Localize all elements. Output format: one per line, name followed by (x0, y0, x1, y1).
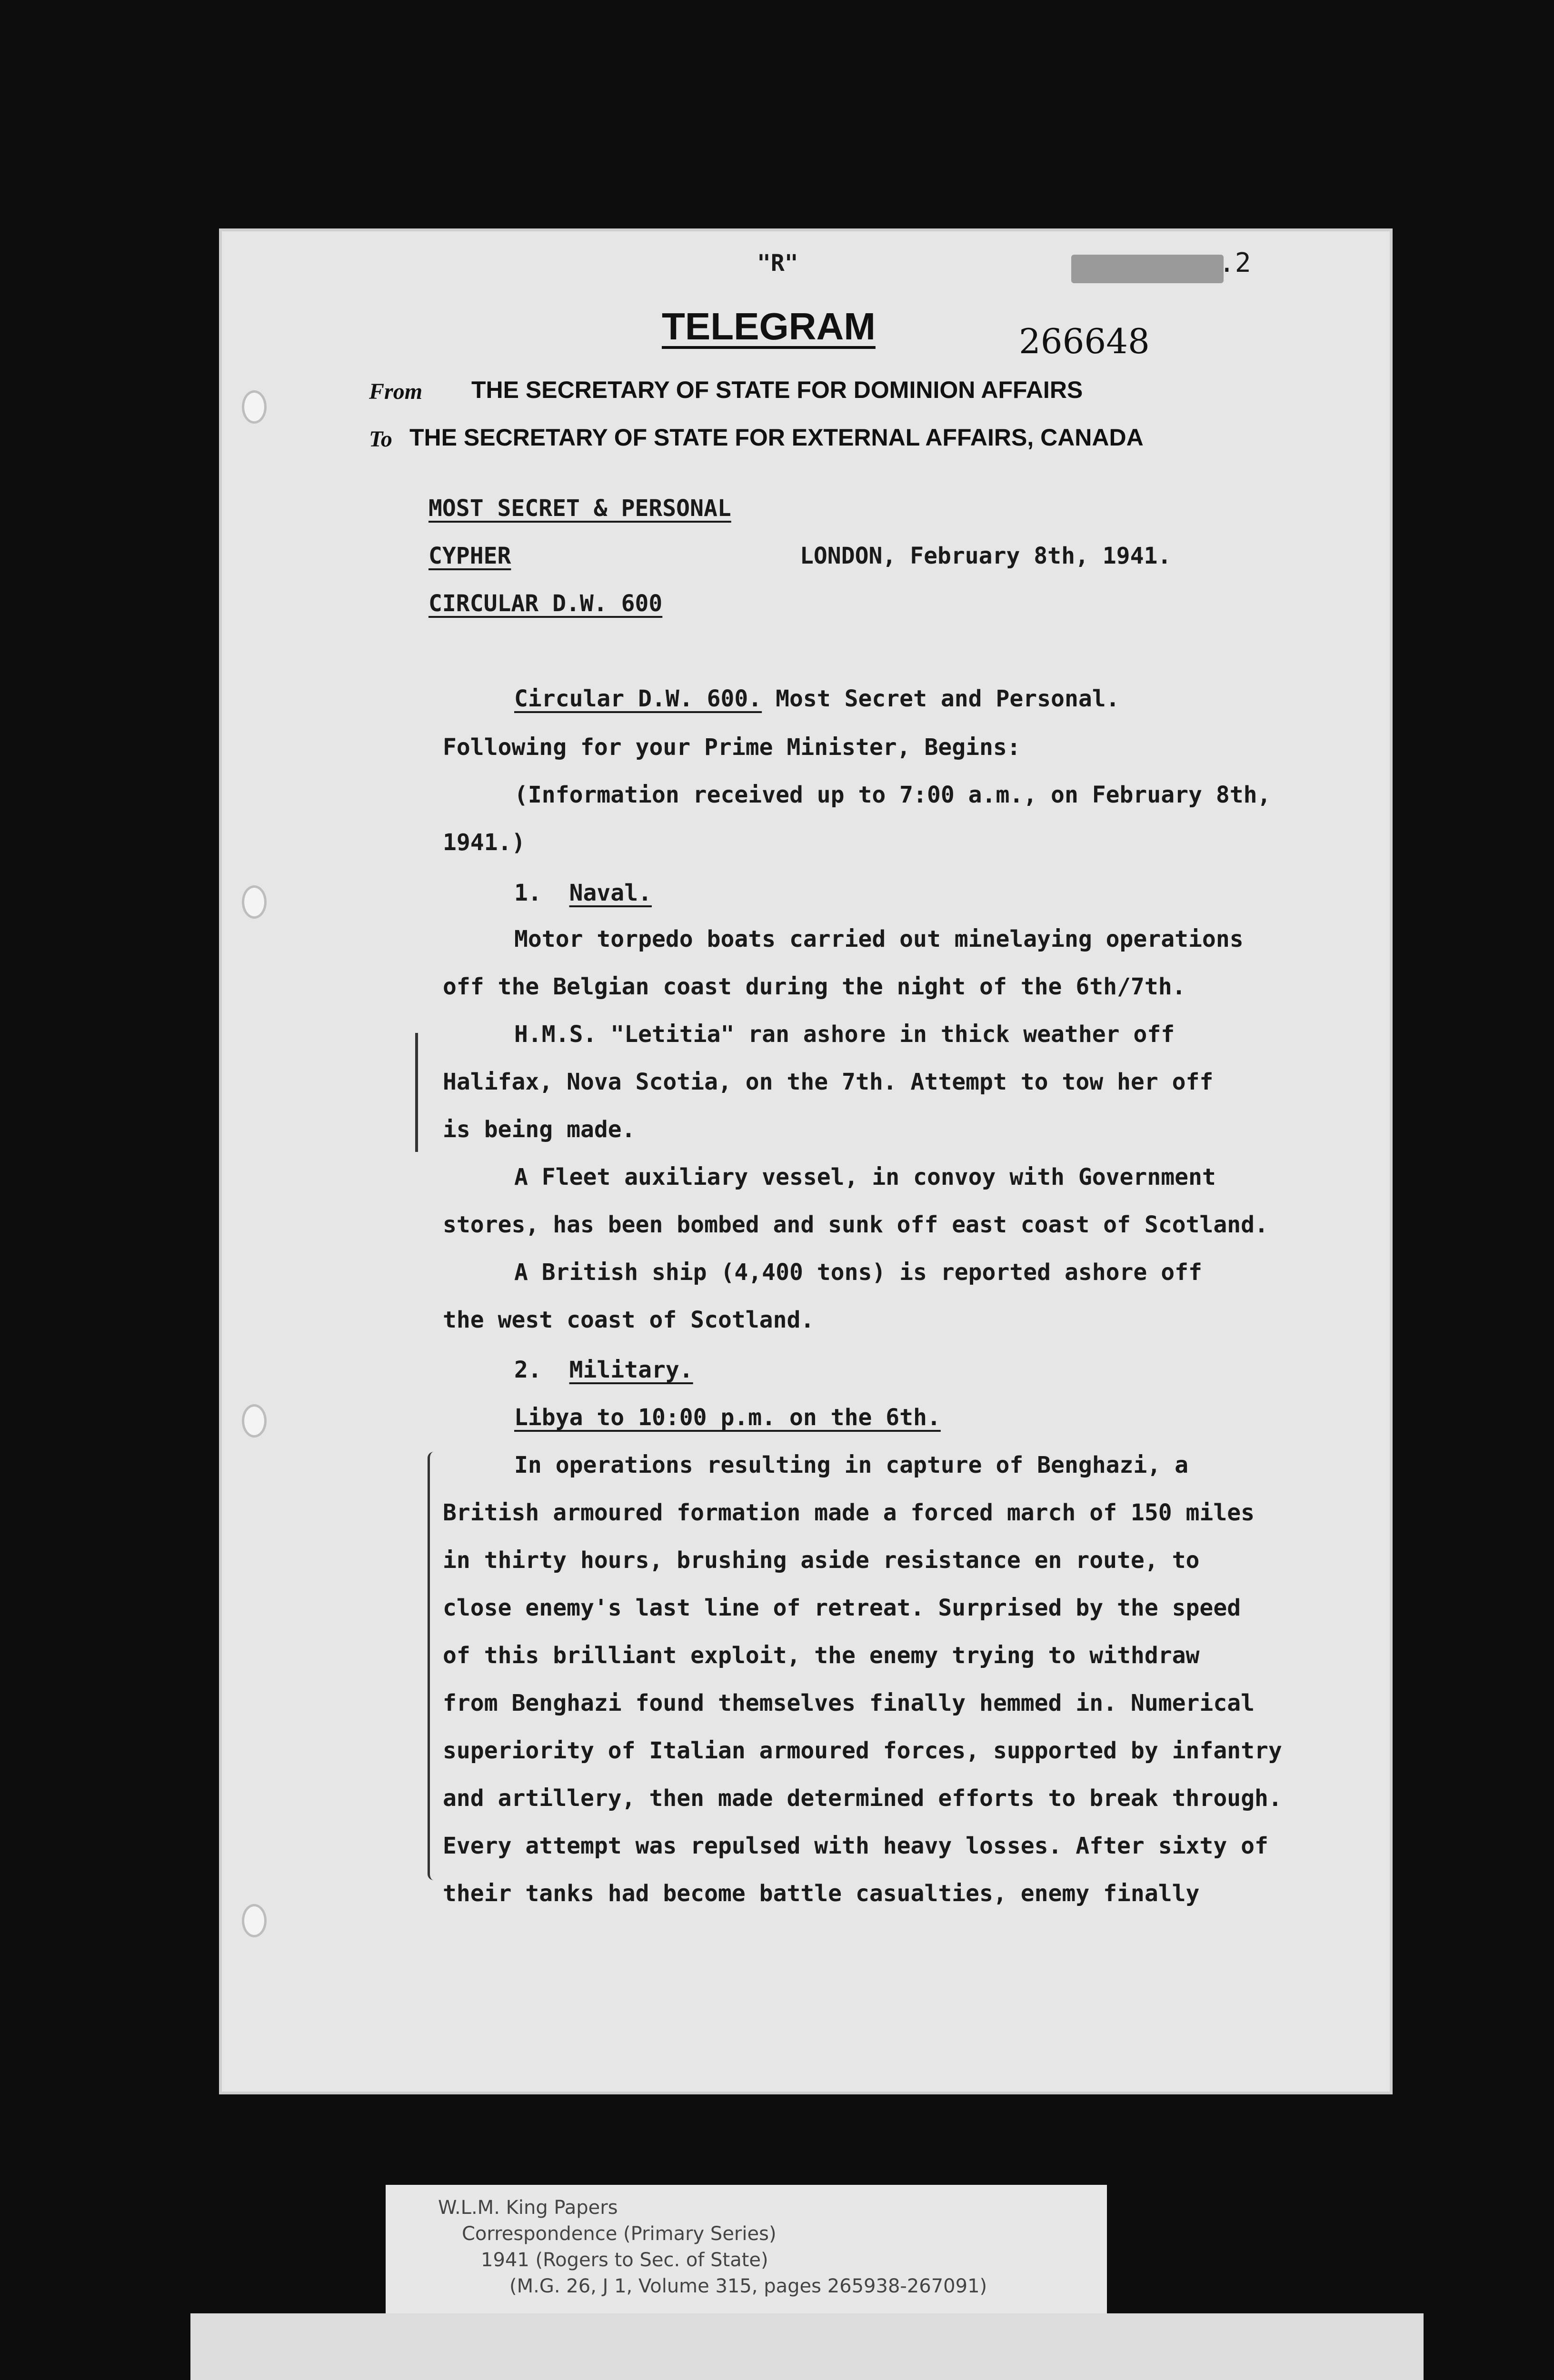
circular-line-ref: Circular D.W. 600. (514, 685, 762, 712)
section-number: 2. (514, 1357, 542, 1383)
from-text: THE SECRETARY OF STATE FOR DOMINION AFFAIRS (471, 377, 1083, 403)
citation-line: W.L.M. King Papers (438, 2197, 618, 2219)
to-label: To (369, 426, 392, 452)
document-title: TELEGRAM (662, 305, 876, 347)
margin-mark (415, 1033, 418, 1152)
punch-hole (242, 1904, 267, 1937)
body-line: Motor torpedo boats carried out minelaying operations (514, 926, 1244, 952)
citation-line: (M.G. 26, J 1, Volume 315, pages 265938-267091) (509, 2275, 987, 2297)
body-line: is being made. (443, 1116, 636, 1143)
body-line: H.M.S. "Letitia" ran ashore in thick weather off (514, 1021, 1175, 1048)
citation-line: 1941 (Rogers to Sec. of State) (481, 2249, 768, 2271)
from-label: From (369, 379, 423, 404)
body-line: off the Belgian coast during the night of the 6th/7th. (443, 973, 1186, 1000)
body-line: the west coast of Scotland. (443, 1307, 815, 1333)
circular-line-class: Most Secret and Personal. (776, 685, 1120, 712)
margin-mark (428, 1452, 434, 1880)
body-line: of this brilliant exploit, the enemy trying to withdraw (443, 1642, 1200, 1669)
punch-hole (242, 885, 267, 919)
section-heading-military: Military. (569, 1357, 693, 1383)
body-line: Every attempt was repulsed with heavy losses. After sixty of (443, 1833, 1268, 1859)
body-line: stores, has been bombed and sunk off east coast of Scotland. (443, 1211, 1268, 1238)
body-line: In operations resulting in capture of Benghazi, a (514, 1452, 1189, 1478)
archive-stamp (190, 2313, 1424, 2380)
body-line: their tanks had become battle casualties, enemy finally (443, 1880, 1200, 1907)
secrecy-heading: MOST SECRET & PERSONAL (428, 495, 731, 522)
circular-reference: CIRCULAR D.W. 600 (428, 590, 663, 617)
page-mark: "R" (757, 250, 798, 277)
subheading-libya: Libya to 10:00 p.m. on the 6th. (514, 1404, 941, 1431)
redaction-strip (1071, 255, 1224, 283)
body-line: close enemy's last line of retreat. Surprised by the speed (443, 1595, 1241, 1621)
body-line: from Benghazi found themselves finally hemmed in. Numerical (443, 1690, 1255, 1716)
telegram-page (219, 228, 1393, 2094)
citation-line: Correspondence (Primary Series) (462, 2223, 777, 2245)
to-text: THE SECRETARY OF STATE FOR EXTERNAL AFFAIRS, CANADA (409, 424, 1144, 451)
transmission-mode: CYPHER (428, 543, 511, 569)
section-number: 1. (514, 880, 542, 906)
body-line: (Information received up to 7:00 a.m., on February 8th, (514, 782, 1271, 808)
body-line: British armoured formation made a forced march of 150 miles (443, 1499, 1255, 1526)
body-line: and artillery, then made determined efforts to break through. (443, 1785, 1282, 1812)
body-line: 1941.) (443, 829, 526, 856)
corner-note: .2 (1219, 248, 1251, 278)
section-heading-naval: Naval. (569, 880, 652, 906)
citation-card (386, 2185, 1107, 2328)
body-line: A British ship (4,400 tons) is reported ashore off (514, 1259, 1202, 1286)
body-line: Following for your Prime Minister, Begins: (443, 734, 1021, 761)
punch-hole (242, 1404, 267, 1438)
telegram-number: 266648 (1019, 321, 1150, 361)
body-line: A Fleet auxiliary vessel, in convoy with Government (514, 1164, 1216, 1190)
body-line: superiority of Italian armoured forces, supported by infantry (443, 1737, 1282, 1764)
punch-hole (242, 390, 267, 424)
place-date: LONDON, February 8th, 1941. (800, 543, 1172, 569)
body-line: Halifax, Nova Scotia, on the 7th. Attempt to tow her off (443, 1069, 1214, 1095)
body-line: in thirty hours, brushing aside resistance en route, to (443, 1547, 1200, 1574)
